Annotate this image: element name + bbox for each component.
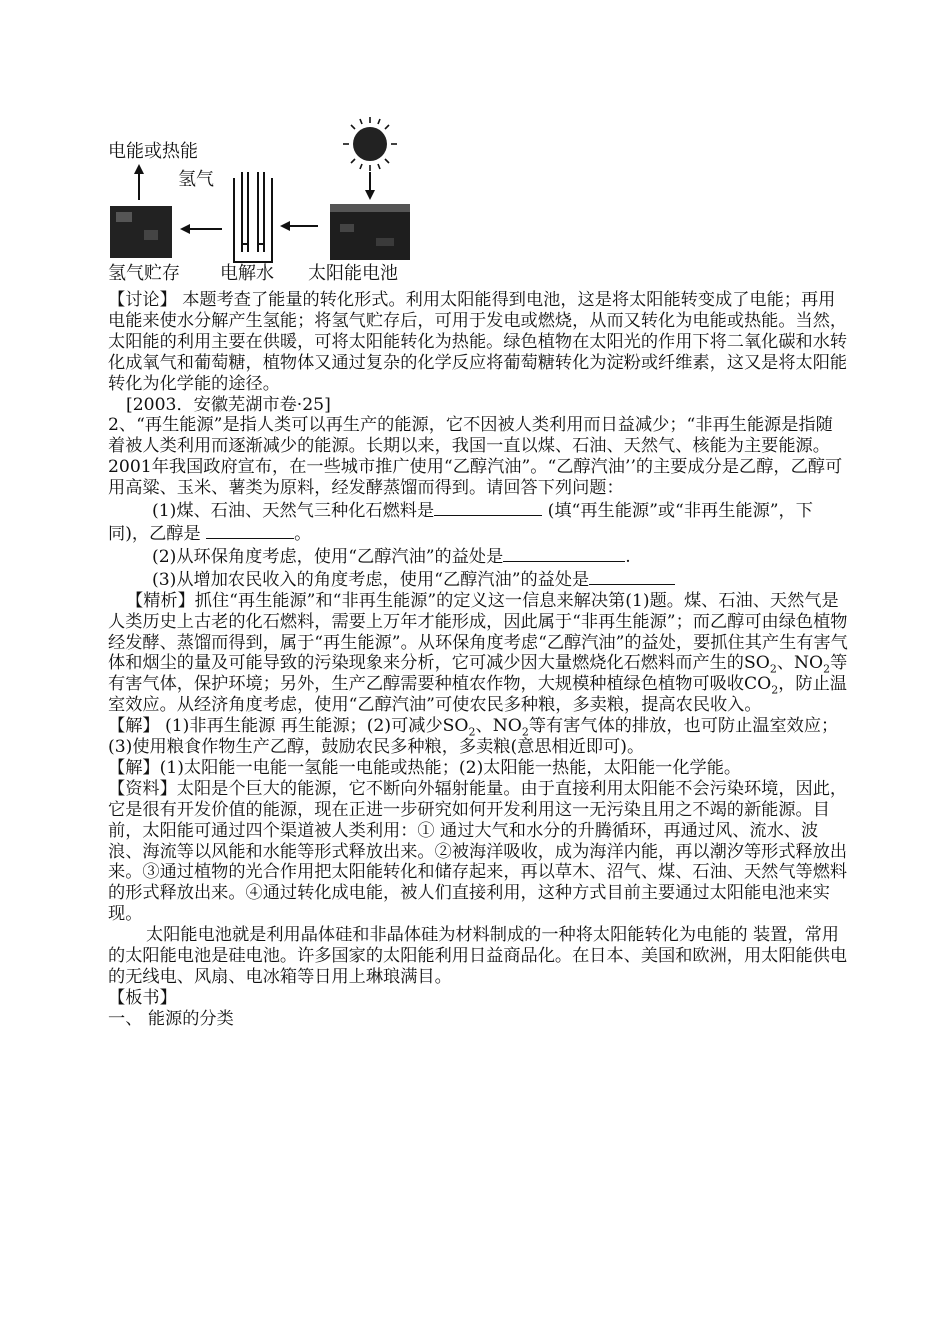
document-body: [108, 290, 848, 1030]
question-stem: 2、“再生能源”是指人类可以再生产的能源，它不因被人类利用而日益减少；“非再生能源是指随着被人类利用而逐渐减少的能源。长期以来，我国一直以煤、石油、天然气、核能为主要能源。2001年我国政府宣布，在一些城市推广使用“乙醇汽油”。“乙醇汽油’’的主要成分是乙醇，乙醇可用高粱、玉米、薯类为原料，经发酵蒸馏而得到。请回答下列问题：: [108, 415, 843, 499]
energy-conversion-figure: [108, 112, 428, 292]
solution-paragraph: 【解】(1)太阳能一电能一氢能一电能或热能；(2)太阳能一热能，太阳能一化学能。: [108, 757, 742, 778]
answer-blank-4[interactable]: [589, 568, 675, 585]
discussion-tag: 【讨论】: [108, 290, 177, 310]
question-2: (2)从环保角度考虑，使用“乙醇汽油”的益处是 .: [152, 546, 631, 567]
question-3: (3)从增加农民收入的角度考虑，使用“乙醇汽油”的益处是: [108, 568, 848, 591]
answer-blank-1[interactable]: [434, 499, 542, 516]
figure-top-label: 电能或热能: [108, 141, 198, 162]
left-arrow-icon: [180, 224, 222, 234]
answer-blank-3[interactable]: [503, 545, 625, 562]
answer-blank-2[interactable]: [206, 522, 294, 539]
answer-tag: 【解】: [108, 716, 160, 737]
analysis-tag: 【精析】: [126, 590, 195, 611]
analysis-paragraph: 【精析】抓住“再生能源”和“非再生能源”的定义这一信息来解决第(1)题。煤、石油、天然气是人类历史上古老的化石燃料，需要上万年才能形成，因此属于“非再生能源”；而乙醇可由绿色植物经发酵、蒸馏而得到，属于“再生能源”。从环保角度考虑“乙醇汽油”的益处，要抓住其产生有害气体和烟尘的量及可能导致的污染现象来分析，它可减少因大量燃烧化石燃料而产生的$SO_2$、$NO_2$等有害气体，保护环境；另外，生产乙醇需要种植农作物，大规模种植绿色植物可吸收$CO_2$，防止温室效应。从经济角度考虑，使用“乙醇汽油”可使农民多种粮，多卖粮，提高农民收入。: [108, 590, 848, 716]
answer-paragraph: 【解】 (1)非再生能源 再生能源；(2)可减少$SO_2$、$NO_2$等有害气体的排放，也可防止温室效应；(3)使用粮食作物生产乙醇，鼓励农民多种粮，多卖粮(意思相近即可)。: [108, 716, 839, 758]
electrolysis-apparatus: [234, 172, 272, 262]
down-arrow-icon: [365, 172, 375, 200]
sun-icon: [343, 117, 397, 171]
caption-hydrogen-storage: 氢气贮存: [108, 263, 180, 284]
figure-gas-label: 氢气: [178, 169, 214, 190]
discussion-paragraph: 【讨论】 本题考查了能量的转化形式。利用太阳能得到电池，这是将太阳能转变成了电能；再用电能来使水分解产生氢能；将氢气贮存后，可用于发电或燃烧，从而又转化为电能或热能。当然，太阳能的利用主要在供暖，可将太阳能转化为热能。绿色植物在太阳光的作用下将二氧化碳和水转化成氧气和葡萄糖，植物体又通过复杂的化学反应将葡萄糖转化为淀粉或纤维素，这又是将太阳能转化为化学能的途径。: [108, 290, 848, 394]
board-heading: 【板书】: [108, 987, 177, 1008]
solution-tag: 【解】: [108, 757, 160, 778]
solar-cell-paragraph: 太阳能电池就是利用晶体硅和非晶体硅为材料制成的一种将太阳能转化为电能的 装置，常用的太阳能电池是硅电池。许多国家的太阳能利用日益商品化。在日本、美国和欧洲，用太阳能供电的无线电、风扇、电冰箱等日用上琳琅满目。: [108, 925, 848, 987]
left-arrow-icon: [280, 221, 318, 231]
caption-solar-cell: 太阳能电池: [308, 263, 398, 284]
caption-electrolysis: 电解水: [220, 263, 274, 284]
material-paragraph: 【资料】太阳是个巨大的能源，它不断向外辐射能量。由于直接利用太阳能不会污染环境，因此，它是很有开发价值的能源，现在正进一步研究如何开发利用这一无污染且用之不竭的新能源。目前，太阳能可通过四个渠道被人类利用：① 通过大气和水分的升腾循环，再通过风、流水、波浪、海流等以风能和水能等形式释放出来。②被海洋吸收，成为海洋内能，再以潮汐等形式释放出来。③通过植物的光合作用把太阳能转化和储存起来，再以草木、沼气、煤、石油、天然气等燃料的形式释放出来。④通过转化成电能，被人们直接利用，这种方式目前主要通过太阳能电池来实现。: [108, 778, 848, 925]
up-arrow-icon: [134, 164, 144, 200]
question-1: (1)煤、石油、天然气三种化石燃料是 (填“再生能源”或“非再生能源”，下同)，乙醇是 。: [108, 501, 813, 544]
figure-diagram: [108, 112, 428, 272]
board-item-1: 一、 能源的分类: [108, 1008, 234, 1029]
material-tag: 【资料】: [108, 778, 177, 799]
source-citation: [2003．安徽芜湖市卷·25]: [126, 394, 331, 415]
